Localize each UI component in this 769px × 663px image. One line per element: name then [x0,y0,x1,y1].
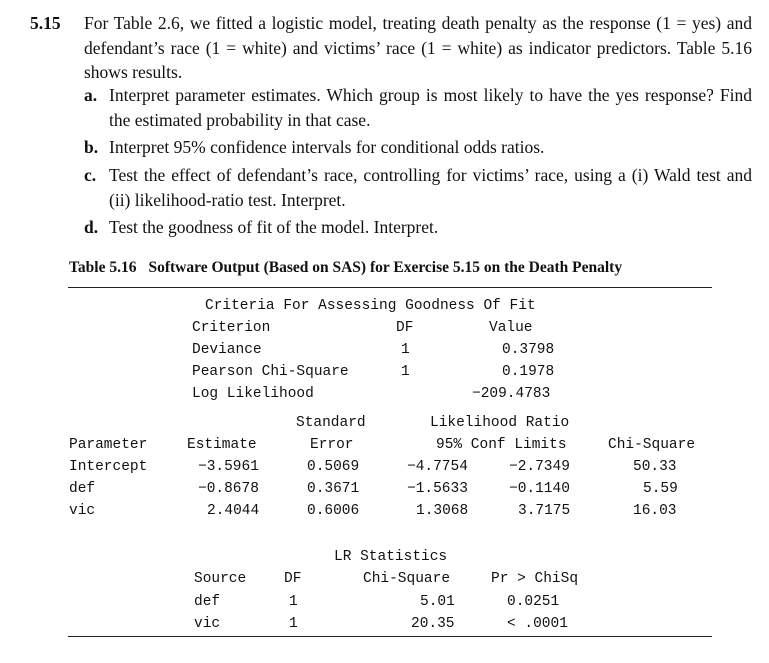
gof-value: −209.4783 [472,386,551,402]
part-label: d. [84,217,99,237]
param-error: 0.5069 [307,459,360,475]
gof-df: 1 [401,342,410,358]
exercise-part-d [84,215,752,240]
lr-header-p: Pr > ChiSq [491,571,579,587]
table-top-rule [68,287,712,288]
table-bottom-rule [68,636,712,637]
param-chisq: 50.33 [633,459,677,475]
gof-criterion: Deviance [192,342,262,358]
gof-criterion: Log Likelihood [192,386,314,402]
param-chisq: 16.03 [633,503,677,519]
param-ci-lower: −4.7754 [407,459,468,475]
param-header-error: Error [310,437,354,453]
param-ci-lower: 1.3068 [416,503,469,519]
exercise-number: 5.15 [30,13,61,33]
part-label: a. [84,85,98,105]
param-ci-upper: −0.1140 [509,481,570,497]
table-label: Table 5.16 [69,259,137,276]
param-ci-upper: 3.7175 [518,503,571,519]
exercise-part-a [84,83,752,132]
gof-value: 0.1978 [502,364,555,380]
table-title: Software Output (Based on SAS) for Exercise 5.15 on the Death Penalty [148,259,623,276]
param-estimate: −0.8678 [198,481,259,497]
param-error: 0.6006 [307,503,360,519]
lr-p: < .0001 [507,616,568,632]
lr-chisq: 5.01 [420,594,455,610]
param-header-parameter: Parameter [69,437,148,453]
lr-header-df: DF [284,571,302,587]
param-name: Intercept [69,459,148,475]
lr-chisq: 20.35 [411,616,455,632]
param-header-estimate: Estimate [187,437,257,453]
part-text: Interpret parameter estimates. Which group is most likely to have the yes response? Find the estimated probability in that case. [109,85,752,130]
lr-df: 1 [289,594,298,610]
lr-header-chisq: Chi-Square [363,571,451,587]
part-text: Interpret 95% confidence intervals for conditional odds ratios. [109,137,545,157]
part-label: c. [84,165,97,185]
param-estimate: −3.5961 [198,459,259,475]
exercise-part-b [84,135,752,160]
lr-source: vic [194,616,221,632]
lr-df: 1 [289,616,298,632]
lr-header-source: Source [194,571,247,587]
param-estimate: 2.4044 [207,503,260,519]
gof-header-df: DF [396,320,414,336]
part-text: Test the goodness of fit of the model. Interpret. [109,217,439,237]
param-ci-lower: −1.5633 [407,481,468,497]
gof-header-criterion: Criterion [192,320,271,336]
lr-source: def [194,594,221,610]
gof-heading: Criteria For Assessing Goodness Of Fit [205,298,536,314]
param-header-standard: Standard [296,415,366,431]
exercise-intro: For Table 2.6, we fitted a logistic model, treating death penalty as the response (1 = yes) and defendant’s race (1 = white) and victims’ race (1 = white) as indicator predictors. Table 5.16 shows results. [84,13,752,82]
param-header-ci: 95% Conf Limits [436,437,567,453]
param-name: def [69,481,96,497]
gof-criterion: Pearson Chi-Square [192,364,349,380]
param-header-chisq: Chi-Square [608,437,696,453]
param-chisq: 5.59 [643,481,678,497]
param-header-lr: Likelihood Ratio [430,415,570,431]
param-name: vic [69,503,96,519]
table-caption [69,259,622,277]
gof-value: 0.3798 [502,342,555,358]
param-ci-upper: −2.7349 [509,459,570,475]
gof-df: 1 [401,364,410,380]
lr-p: 0.0251 [507,594,560,610]
exercise-part-c [84,163,752,212]
part-text: Test the effect of defendant’s race, controlling for victims’ race, using a (i) Wald test and (ii) likelihood-ratio test. Interpret. [109,165,752,210]
part-label: b. [84,137,99,157]
gof-header-value: Value [489,320,533,336]
lr-heading: LR Statistics [334,549,448,565]
param-error: 0.3671 [307,481,360,497]
